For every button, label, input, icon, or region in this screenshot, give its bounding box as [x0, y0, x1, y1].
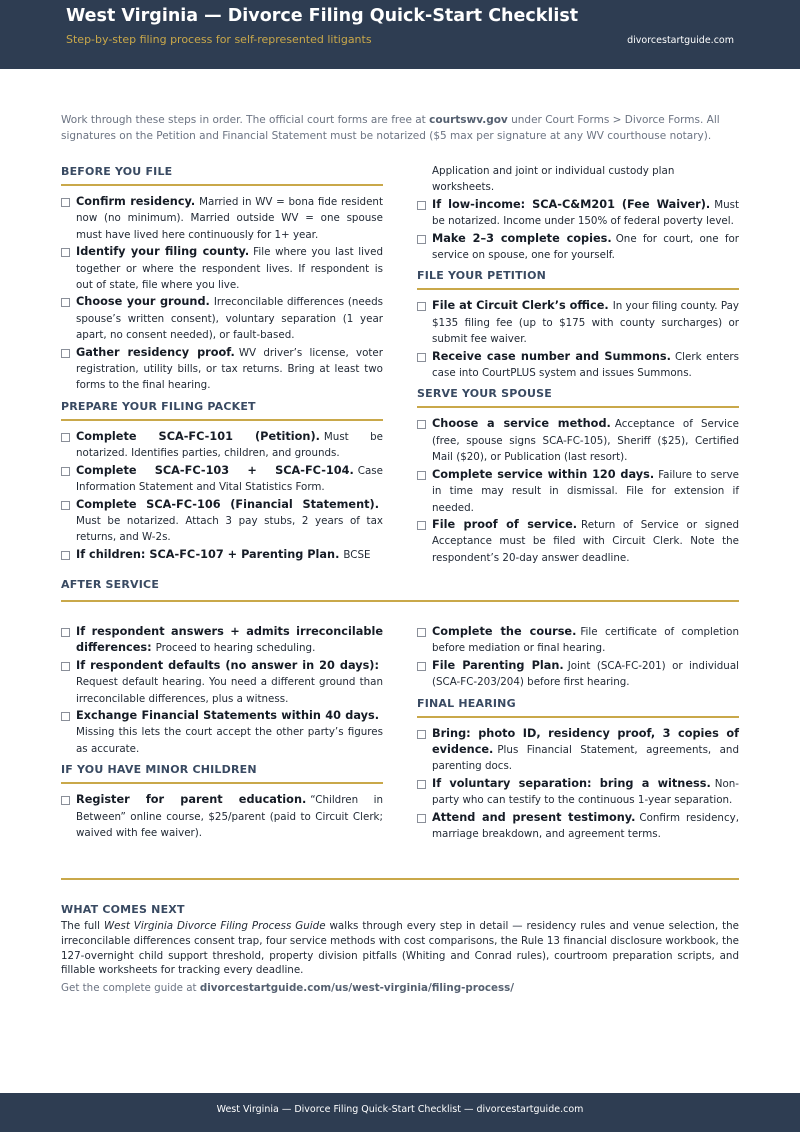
item-text: Return of Service or signed Acceptance must be filed with Circuit Clerk. Note the respondent’s 20-day answer deadline.	[432, 518, 739, 564]
checklist-item	[417, 658, 739, 691]
item-title: Choose a service method.	[432, 417, 611, 431]
item-text: WV driver’s license, voter registration, utility bills, or tax returns. Bring at least two forms to the final hearing.	[76, 346, 383, 392]
item-continuation: Application and joint or individual custody plan worksheets.	[432, 165, 675, 194]
checklist-item	[61, 429, 383, 462]
left-column-top	[61, 165, 383, 564]
checklist-item	[417, 298, 739, 347]
section-heading-minor-children: IF YOU HAVE MINOR CHILDREN	[61, 763, 383, 784]
intro-text: Work through these steps in order. The official court forms are free at	[61, 114, 430, 126]
checklist-item	[61, 194, 383, 243]
checklist-item	[61, 708, 383, 757]
paragraph-text: The full	[61, 920, 104, 932]
item-title: Attend and present testimony.	[432, 810, 636, 824]
checklist-item	[61, 463, 383, 496]
section-heading-whats-next: WHAT COMES NEXT	[61, 903, 185, 916]
item-text: File where you last lived together or where the respondent lives. If respondent is out of state, file where you live.	[76, 246, 383, 292]
section-heading-before-you-file: BEFORE YOU FILE	[61, 165, 383, 186]
item-title: Exchange Financial Statements within 40 days.	[76, 709, 379, 723]
item-title: File at Circuit Clerk’s office.	[432, 299, 609, 313]
page-title: West Virginia — Divorce Filing Quick-Start Checklist	[66, 6, 579, 26]
paragraph-text: walks through every step in detail — residency rules and venue selection, the irreconcilable differences consent trap, four service methods with cost comparisons, the Rule 13 financial disclosure workbook, the 127-overnight child support threshold, property division pitfalls (Whiting and Conrad rules), courtroom preparation scripts, and fillable worksheets for tracking every deadline.	[61, 920, 739, 977]
item-text: BCSE	[343, 548, 371, 561]
checkbox-icon[interactable]	[61, 433, 70, 442]
item-text: Must be notarized. Identifies parties, children, and grounds.	[76, 430, 383, 460]
intro-text: under Court Forms > Divorce Forms. All signatures on the Petition and Financial Statement must be notarized ($5 max per signature at any WV courthouse notary).	[61, 114, 720, 142]
item-title: Complete SCA-FC-101 (Petition).	[76, 429, 320, 443]
item-title: If voluntary separation: bring a witness.	[432, 776, 711, 790]
checkbox-icon[interactable]	[417, 471, 426, 480]
checklist-item	[417, 624, 739, 657]
item-text: “Children in Between” online course, $25/parent (paid to Circuit Clerk; waived with fee waiver).	[76, 794, 383, 840]
intro-paragraph	[61, 112, 739, 144]
page-footer: West Virginia — Divorce Filing Quick-Start Checklist — divorcestartguide.com	[0, 1093, 800, 1132]
checklist-item	[417, 349, 739, 382]
checkbox-icon[interactable]	[417, 521, 426, 530]
checkbox-icon[interactable]	[61, 662, 70, 671]
item-title: Complete the course.	[432, 625, 577, 638]
section-heading-prepare-packet: PREPARE YOUR FILING PACKET	[61, 400, 383, 421]
right-column-top	[417, 163, 739, 567]
item-text: Case Information Statement and Vital Statistics Form.	[76, 464, 383, 494]
section-heading-final-hearing: FINAL HEARING	[417, 697, 739, 718]
checklist-item	[61, 294, 383, 343]
item-title: Bring: photo ID, residency proof, 3 copies of evidence.	[432, 726, 739, 757]
checklist-item	[61, 792, 383, 841]
whats-next-paragraph	[61, 919, 739, 978]
checkbox-icon[interactable]	[61, 712, 70, 721]
item-title: Choose your ground.	[76, 295, 210, 309]
checkbox-icon[interactable]	[417, 302, 426, 311]
checklist-item	[417, 231, 739, 264]
checklist-item	[417, 517, 739, 566]
item-text: Failure to serve in time may result in dismissal. File for extension if needed.	[432, 468, 740, 514]
checklist-item	[61, 497, 383, 546]
checklist-item	[61, 658, 383, 707]
checkbox-icon[interactable]	[417, 235, 426, 244]
item-title: File proof of service.	[432, 517, 578, 531]
item-title: Complete SCA-FC-103 + SCA-FC-104.	[76, 463, 354, 477]
item-title: Gather residency proof.	[76, 345, 235, 359]
checkbox-icon[interactable]	[61, 349, 70, 358]
checkbox-icon[interactable]	[61, 551, 70, 560]
header-site: divorcestartguide.com	[627, 35, 734, 46]
item-title: Make 2–3 complete copies.	[432, 231, 612, 245]
checklist-item	[417, 197, 739, 230]
item-title: If respondent answers + admits irreconcilable differences:	[76, 625, 383, 655]
section-divider	[61, 878, 739, 880]
guide-link-line	[61, 982, 514, 994]
item-text: Must be notarized. Income under 150% of federal poverty level.	[432, 198, 739, 228]
checkbox-icon[interactable]	[61, 501, 70, 510]
intro-link[interactable]: courtswv.gov	[429, 114, 508, 126]
item-text: Must be notarized. Attach 3 pay stubs, 2 years of tax returns, and W-2s.	[76, 514, 383, 544]
checkbox-icon[interactable]	[61, 467, 70, 476]
left-column-bottom	[61, 624, 383, 842]
item-text: Joint (SCA-FC-201) or individual (SCA-FC-203/204) before first hearing.	[432, 659, 740, 689]
checkbox-icon[interactable]	[417, 628, 426, 637]
section-heading-serve-spouse: SERVE YOUR SPOUSE	[417, 387, 739, 408]
checklist-item	[61, 547, 383, 563]
item-text: Married in WV = bona fide resident now (no minimum). Married outside WV = one spouse must have lived here continuously for 1+ year.	[76, 196, 383, 241]
section-divider	[61, 600, 739, 602]
checkbox-icon[interactable]	[417, 780, 426, 789]
item-text: Acceptance of Service (free, spouse signs SCA-FC-105), Sheriff ($25), Certified Mail ($20), or Publication (last resort).	[432, 418, 740, 464]
checkbox-icon[interactable]	[417, 662, 426, 671]
page-header	[0, 0, 800, 69]
item-text: File certificate of completion before mediation or final hearing.	[432, 626, 739, 655]
section-heading-after-service: AFTER SERVICE	[61, 578, 160, 591]
item-title: Identify your filing county.	[76, 245, 250, 259]
checklist-item	[417, 810, 739, 843]
checklist-item	[417, 776, 739, 809]
guide-link[interactable]: divorcestartguide.com/us/west-virginia/filing-process/	[199, 982, 514, 994]
checklist-item	[61, 244, 383, 293]
item-title: If respondent defaults (no answer in 20 days):	[76, 658, 379, 672]
checkbox-icon[interactable]	[417, 353, 426, 362]
item-text: Clerk enters case into CourtPLUS system and issues Summons.	[432, 350, 739, 380]
item-title: Confirm residency.	[76, 195, 196, 208]
item-text: Request default hearing. You need a different ground than irreconcilable differences, plus a witness.	[76, 676, 383, 705]
item-text: Proceed to hearing scheduling.	[155, 642, 316, 655]
item-text: In your filing county. Pay $135 filing fee (up to $175 with county surcharges) or submit fee waiver.	[432, 300, 739, 346]
checklist-item	[417, 467, 739, 516]
item-text: Confirm residency, marriage breakdown, and agreement terms.	[432, 811, 739, 841]
item-text: Plus Financial Statement, agreements, and parenting docs.	[432, 744, 739, 773]
right-column-bottom	[417, 624, 739, 843]
link-prefix: Get the complete guide at	[61, 982, 200, 994]
item-title: If low-income: SCA-C&M201 (Fee Waiver).	[432, 197, 711, 211]
checklist-item	[61, 624, 383, 657]
section-heading-file-petition: FILE YOUR PETITION	[417, 269, 739, 290]
item-text: Missing this lets the court accept the other party’s figures as accurate.	[76, 726, 383, 755]
checklist-item	[417, 726, 739, 775]
item-title: If children: SCA-FC-107 + Parenting Plan.	[76, 547, 340, 561]
item-title: File Parenting Plan.	[432, 658, 564, 672]
checkbox-icon[interactable]	[417, 201, 426, 210]
checkbox-icon[interactable]	[417, 814, 426, 823]
item-text: Irreconcilable differences (needs spouse’s written consent), voluntary separation (1 year apart, no consent needed), or fault-based.	[76, 296, 384, 342]
checklist-item	[417, 416, 739, 465]
checkbox-icon[interactable]	[417, 730, 426, 739]
item-title: Register for parent education.	[76, 793, 307, 807]
item-title: Complete SCA-FC-106 (Financial Statement).	[76, 497, 379, 511]
checkbox-icon[interactable]	[61, 248, 70, 257]
checkbox-icon[interactable]	[61, 298, 70, 307]
checkbox-icon[interactable]	[61, 796, 70, 805]
item-title: Complete service within 120 days.	[432, 467, 655, 481]
item-text: One for court, one for service on spouse, one for yourself.	[432, 232, 739, 262]
page-subtitle: Step-by-step filing process for self-represented litigants	[66, 33, 372, 46]
item-title: Receive case number and Summons.	[432, 349, 671, 363]
checkbox-icon[interactable]	[61, 198, 70, 207]
guide-title: West Virginia Divorce Filing Process Guide	[103, 920, 326, 932]
checkbox-icon[interactable]	[61, 628, 70, 637]
checklist-item	[61, 345, 383, 394]
item-text: Non-party who can testify to the continuous 1-year separation.	[432, 777, 739, 807]
checkbox-icon[interactable]	[417, 420, 426, 429]
